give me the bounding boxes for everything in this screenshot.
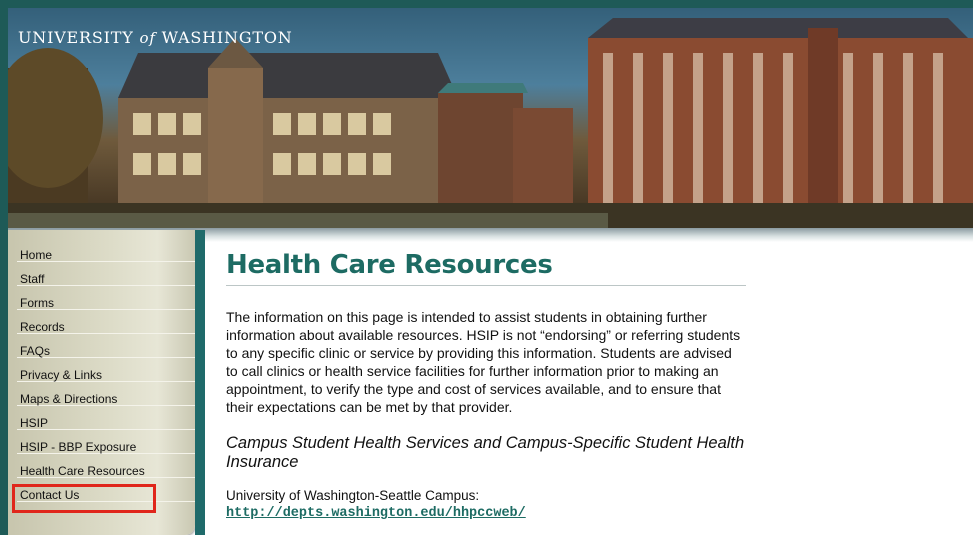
sidebar-item-privacy-links[interactable] — [17, 358, 195, 382]
sidebar-item-forms[interactable] — [17, 286, 195, 310]
page-title: Health Care Resources — [226, 250, 746, 286]
wordmark-of: of — [139, 29, 156, 47]
sidebar-item-hsip-bbp-exposure[interactable] — [17, 430, 195, 454]
sidebar-item-staff[interactable] — [17, 262, 195, 286]
sidebar-item-label: Staff — [20, 272, 45, 286]
page-frame — [8, 8, 973, 535]
sidebar-item-label: HSIP - BBP Exposure — [20, 440, 137, 454]
main-content — [226, 250, 766, 521]
sidebar-item-records[interactable] — [17, 310, 195, 334]
sidebar-accent-bar — [195, 230, 205, 535]
campus-label: University of Washington-Seattle Campus: — [226, 488, 480, 503]
sidebar-item-label: Records — [20, 320, 65, 334]
header-banner — [8, 8, 973, 228]
university-wordmark[interactable] — [18, 28, 293, 47]
sidebar-item-label: FAQs — [20, 344, 51, 358]
sidebar-item-label: Home — [20, 248, 53, 262]
sidebar-item-label: Maps & Directions — [20, 392, 118, 406]
sidebar-item-label: Contact Us — [20, 488, 80, 502]
sidebar-item-home[interactable] — [17, 238, 195, 262]
sidebar-item-label: HSIP — [20, 416, 49, 430]
sidebar-item-faqs[interactable] — [17, 334, 195, 358]
sidebar-item-health-care-resources[interactable] — [17, 454, 195, 478]
sidebar-item-label: Privacy & Links — [20, 368, 103, 382]
contact-us-highlight-box — [12, 484, 156, 513]
campus-health-link[interactable]: http://depts.washington.edu/hhpccweb/ — [226, 506, 526, 521]
sidebar-item-maps-directions[interactable] — [17, 382, 195, 406]
sidebar-item-label: Forms — [20, 296, 54, 310]
sidebar-item-hsip[interactable] — [17, 406, 195, 430]
intro-paragraph: The information on this page is intended to assist students in obtaining further information about available resources. HSIP is not “endorsing” or referring students to any specific clinic or service by providing this information. Students are advised to call clinics or health service facilities for further information prior to making an appointment, to verify the type and cost of services available, and to ensure that their expectations can be met by that provider. — [226, 309, 741, 415]
sidebar-nav — [8, 238, 195, 502]
sidebar-item-label: Health Care Resources — [20, 464, 145, 478]
wordmark-washington: WASHINGTON — [161, 28, 293, 47]
wordmark-university: UNIVERSITY — [18, 28, 134, 47]
section-heading: Campus Student Health Services and Campus-Specific Student Health Insurance — [226, 434, 745, 471]
